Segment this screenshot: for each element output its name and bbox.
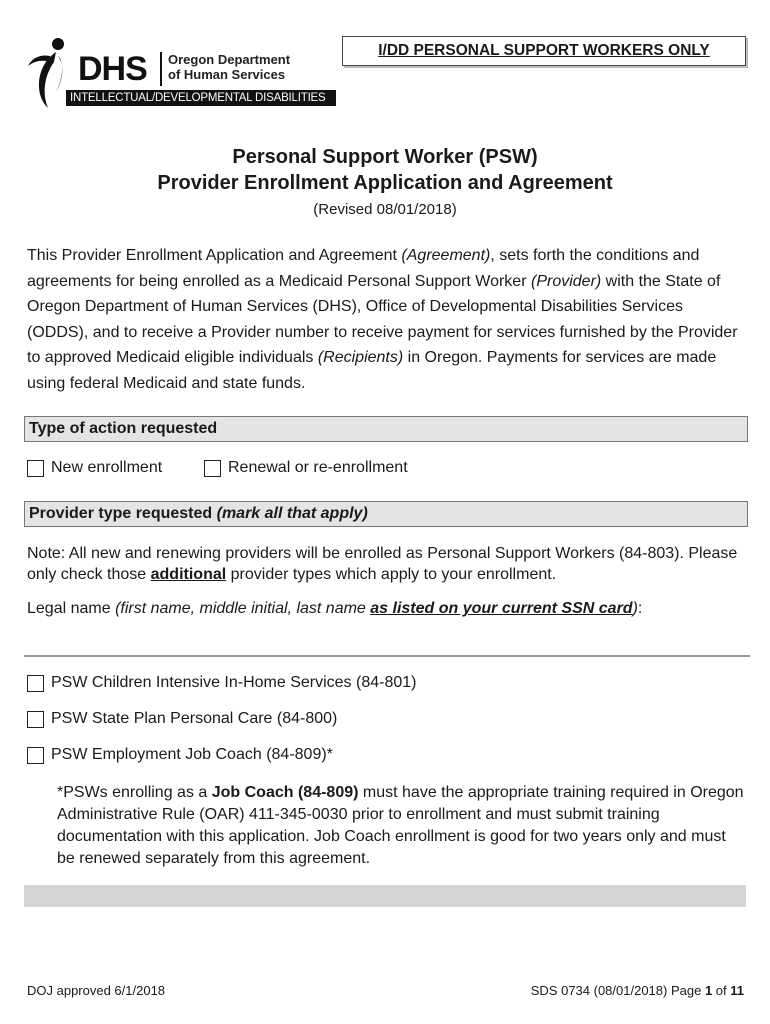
dhs-logo (26, 36, 346, 108)
note-text: Note: All new and renewing providers will be enrolled as Personal Support Workers (84-803). Please only check those (27, 545, 738, 583)
logo-dhs-text: DHS (78, 50, 147, 88)
intro-paragraph (27, 243, 747, 396)
section-heading-hint: (mark all that apply) (216, 505, 368, 522)
page-total: 11 (730, 983, 744, 998)
footer-page-info (531, 983, 744, 998)
coach-text: *PSWs enrolling as a (57, 784, 212, 801)
legal-label-text: Legal name (27, 600, 116, 617)
audience-badge (342, 36, 746, 66)
option-label: PSW State Plan Personal Care (84-800) (51, 710, 338, 727)
intro-text: This Provider Enrollment Application and Agreement (27, 247, 402, 264)
revision-date: (Revised 08/01/2018) (313, 201, 457, 218)
job-coach-note (57, 782, 747, 870)
intro-text: with the State of Oregon Department of Human Services (DHS), Office of Developmental Disabilities Services (ODDS), and to receive a Provider number to receive payment for services furnished by the Provider to approved Medicaid eligible individuals (27, 272, 738, 366)
option-children-intensive[interactable] (27, 674, 416, 692)
checkbox[interactable] (27, 711, 44, 728)
footer-approval: DOJ approved 6/1/2018 (27, 983, 166, 998)
intro-text: , sets forth the conditions and agreements for being enrolled as a Medicaid Personal Support Worker (27, 247, 700, 290)
option-label: New enrollment (51, 459, 163, 476)
option-new-enrollment[interactable] (27, 459, 162, 477)
intro-term-recipients: (Recipients) (317, 349, 404, 366)
intro-term-provider: (Provider) (530, 272, 602, 290)
intro-text: in Oregon. Payments for services are made using federal Medicaid and state funds. (27, 349, 717, 392)
audience-badge-text: I/DD PERSONAL SUPPORT WORKERS ONLY (378, 42, 710, 59)
section-heading-text: Provider type requested (29, 505, 217, 522)
legal-name-input-line[interactable] (24, 655, 750, 657)
section-divider-bar (24, 885, 746, 907)
legal-hint-text: (first name, middle initial, last name (115, 600, 371, 617)
option-state-plan[interactable] (27, 710, 337, 728)
section-header-provider-type (24, 501, 748, 527)
section-header-action: Type of action requested (24, 416, 748, 442)
note-text: provider types which apply to your enrollment. (226, 566, 557, 583)
option-label: Renewal or re-enrollment (228, 459, 408, 476)
legal-name-label (27, 600, 642, 618)
checkbox[interactable] (204, 460, 221, 477)
logo-org-line1: Oregon Department (168, 52, 291, 67)
page-title-line1: Personal Support Worker (PSW) (232, 146, 538, 168)
intro-term-agreement: (Agreement) (401, 247, 491, 264)
note-emphasis: additional (150, 566, 227, 583)
option-job-coach[interactable] (27, 746, 333, 764)
option-label: PSW Children Intensive In-Home Services (84-801) (51, 674, 417, 691)
option-renewal[interactable] (204, 459, 408, 477)
checkbox[interactable] (27, 747, 44, 764)
legal-hint-text: ) (632, 600, 638, 617)
checkbox[interactable] (27, 460, 44, 477)
logo-divider (160, 52, 162, 86)
legal-hint-emphasis: as listed on your current SSN card (370, 600, 633, 617)
option-label: PSW Employment Job Coach (84-809)* (51, 746, 333, 763)
logo-org-name (168, 52, 290, 82)
page-number: 1 (704, 983, 713, 998)
page-title-line2: Provider Enrollment Application and Agreement (157, 172, 613, 194)
logo-division-bar: INTELLECTUAL/DEVELOPMENTAL DISABILITIES (66, 90, 336, 106)
coach-text: must have the appropriate training required in Oregon Administrative Rule (OAR) 411-345-0030 prior to enrollment and must submit training documentation with this application. Job Coach enrollment is good for two years only and must be renewed separately from this agreement. (57, 784, 744, 867)
logo-org-line2: of Human Services (168, 67, 286, 82)
legal-hint (115, 600, 638, 617)
legal-label-text: : (637, 600, 643, 617)
enrollment-note (27, 543, 739, 585)
footer-form-id: SDS 0734 (08/01/2018) Page (530, 983, 705, 998)
footer-of: of (712, 983, 731, 998)
coach-emphasis: Job Coach (84-809) (211, 784, 359, 801)
checkbox[interactable] (27, 675, 44, 692)
